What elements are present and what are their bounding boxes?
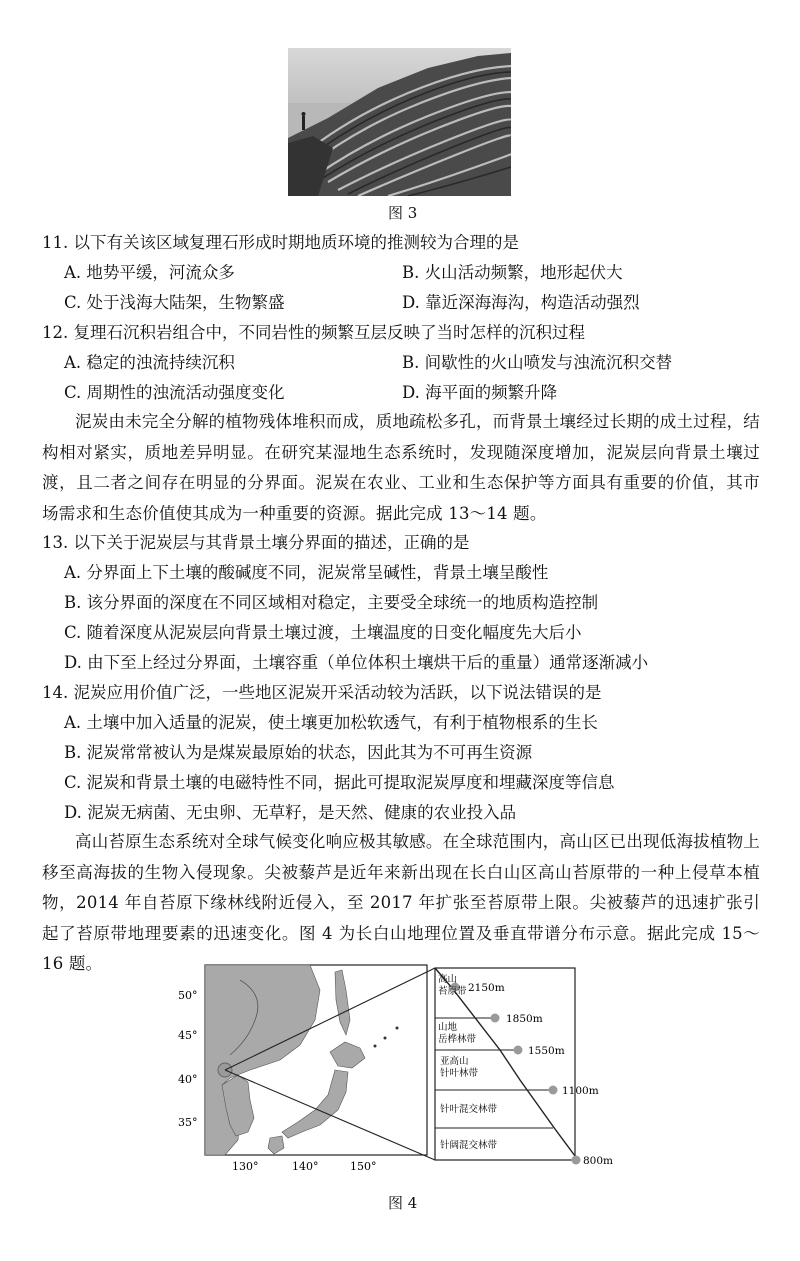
q13-option-b: B. 该分界面的深度在不同区域相对稳定，主要受全球统一的地质构造控制: [64, 593, 599, 612]
zone-name-birch: 山地: [438, 1022, 458, 1033]
q12-option-d: D. 海平面的频繁升降: [402, 383, 558, 402]
q11-stem: 11. 以下有关该区域复理石形成时期地质环境的推测较为合理的是: [42, 233, 519, 252]
lon-label: 130°: [232, 1160, 259, 1173]
q12-option-c: C. 周期性的浊流活动强度变化: [64, 383, 285, 402]
figure3-photo: [288, 48, 511, 196]
svg-text:针叶林带: 针叶林带: [440, 1068, 479, 1079]
q13-option-d: D. 由下至上经过分界面，土壤容重（单位体积土壤烘干后的重量）通常逐渐减小: [64, 653, 649, 672]
elevation-marker: [572, 1156, 581, 1165]
q11-option-c: C. 处于浅海大陆架，生物繁盛: [64, 293, 285, 312]
lon-label: 140°: [292, 1160, 319, 1173]
q14-stem: 14. 泥炭应用价值广泛，一些地区泥炭开采活动较为活跃，以下说法错误的是: [42, 683, 602, 702]
figure4: [170, 960, 620, 1175]
lat-label: 50°: [178, 989, 198, 1002]
q11-option-b: B. 火山活动频繁，地形起伏大: [402, 263, 623, 282]
elevation-label: 2150m: [468, 982, 505, 994]
q11-option-a: A. 地势平缓，河流众多: [64, 263, 235, 282]
q14-option-b: B. 泥炭常常被认为是煤炭最原始的状态，因此其为不可再生资源: [64, 743, 533, 762]
zone-name-mixed-broadleaf: 针阔混交林带: [440, 1140, 498, 1151]
lat-label: 45°: [178, 1029, 198, 1042]
zone-name-subalpine: 亚高山: [440, 1056, 469, 1067]
figure4-caption: 图 4: [388, 1194, 418, 1212]
flysch-rock-photo: [288, 48, 511, 196]
q12-option-a: A. 稳定的浊流持续沉积: [64, 353, 235, 372]
zone-name-alpine-tundra: 高山: [438, 974, 458, 985]
q14-option-c: C. 泥炭和背景土壤的电磁特性不同，据此可提取泥炭厚度和埋藏深度等信息: [64, 773, 615, 792]
elevation-marker: [549, 1086, 558, 1095]
lat-label: 35°: [178, 1116, 198, 1129]
q14-option-a: A. 土壤中加入适量的泥炭，使土壤更加松软透气，有利于植物根系的生长: [64, 713, 598, 732]
svg-text:岳桦林带: 岳桦林带: [438, 1034, 477, 1045]
q11-option-d: D. 靠近深海海沟，构造活动强烈: [402, 293, 640, 312]
q13-option-c: C. 随着深度从泥炭层向背景土壤过渡，土壤温度的日变化幅度先大后小: [64, 623, 582, 642]
q12-option-b: B. 间歇性的火山喷发与浊流沉积交替: [402, 353, 673, 372]
elevation-label: 1100m: [562, 1085, 599, 1097]
passage-alpine-tundra: 高山苔原生态系统对全球气候变化响应极其敏感。在全球范围内，高山区已出现低海拔植物上移至高海拔的生物入侵现象。尖被藜芦是近年来新出现在长白山区高山苔原带的一种上侵草本植物，2014 年自苔原下缘林线附近侵入，至 2017 年扩张至苔原带上限。尖被藜芦的迅速扩张引起了苔原带地理要素的迅速变化。图 4 为长白山地理位置及垂直带谱分布示意。据此完成 15～16 题。: [42, 832, 760, 973]
figure4-diagram: [170, 960, 620, 1175]
q13-option-a: A. 分界面上下土壤的酸碱度不同，泥炭常呈碱性，背景土壤呈酸性: [64, 563, 549, 582]
lat-label: 40°: [178, 1073, 198, 1086]
q13-stem: 13. 以下关于泥炭层与其背景土壤分界面的描述，正确的是: [42, 533, 470, 552]
elevation-marker: [491, 1014, 500, 1023]
lon-label: 150°: [350, 1160, 377, 1173]
elevation-label: 800m: [583, 1155, 613, 1167]
q14-option-d: D. 泥炭无病菌、无虫卵、无草籽，是天然、健康的农业投入品: [64, 803, 517, 822]
elevation-label: 1550m: [528, 1045, 565, 1057]
q12-stem: 12. 复理石沉积岩组合中，不同岩性的频繁互层反映了当时怎样的沉积过程: [42, 323, 585, 342]
figure3-caption: 图 3: [388, 204, 418, 222]
svg-text:苔原带: 苔原带: [438, 986, 467, 997]
passage-peat: 泥炭由未完全分解的植物残体堆积而成，质地疏松多孔，而背景土壤经过长期的成土过程，结构相对紧实，质地差异明显。在研究某湿地生态系统时，发现随深度增加，泥炭层向背景土壤过渡，且二者之间存在明显的分界面。泥炭在农业、工业和生态保护等方面具有重要的价值，其市场需求和生态价值使其成为一种重要的资源。据此完成 13～14 题。: [42, 412, 760, 523]
elevation-marker: [514, 1046, 523, 1055]
elevation-label: 1850m: [506, 1013, 543, 1025]
zone-name-mixed-conifer: 针叶混交林带: [440, 1104, 498, 1115]
